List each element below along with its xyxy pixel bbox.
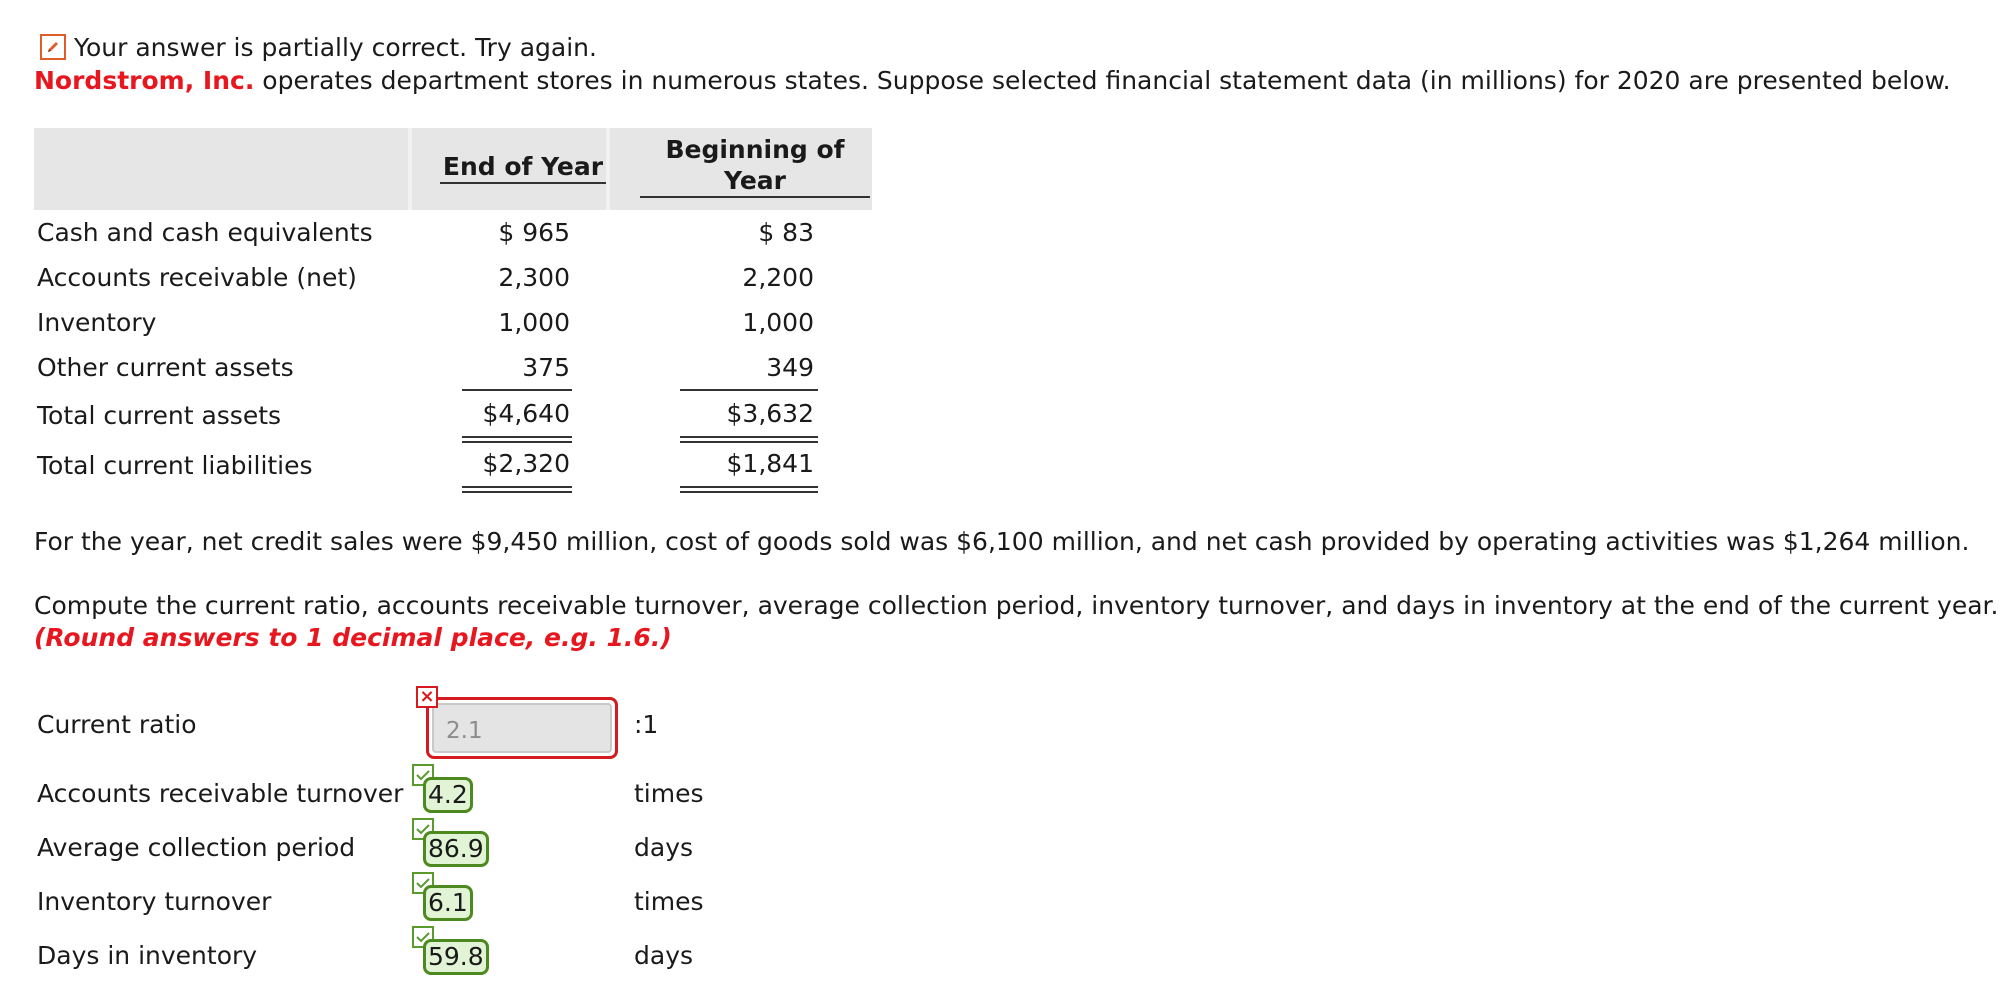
double-rule-2-end — [462, 441, 572, 443]
double-rule-3-end — [462, 486, 572, 488]
label-ar-turnover: Accounts receivable turnover — [37, 779, 404, 808]
rounding-note: (Round answers to 1 decimal place, e.g. 1.6.) — [34, 623, 672, 652]
label-average-collection: Average collection period — [37, 833, 356, 862]
double-rule-4-begin — [680, 491, 818, 493]
subtotal-rule-begin — [680, 389, 818, 391]
cell-other-end: 375 — [522, 353, 570, 382]
intro-body: operates department stores in numerous states. Suppose selected financial statement data (in millions) for 2020 are presented below. — [254, 66, 1951, 95]
row-label-inventory: Inventory — [37, 308, 157, 337]
double-rule-4-end — [462, 491, 572, 493]
cell-total-assets-begin: $3,632 — [726, 399, 814, 428]
cell-inventory-end: 1,000 — [498, 308, 570, 337]
row-label-total-assets: Total current assets — [37, 401, 282, 430]
unit-ar-turnover: times — [634, 779, 704, 808]
cell-total-liabilities-end: $2,320 — [482, 449, 570, 478]
status-message: Your answer is partially correct. Try again. — [74, 32, 597, 62]
subtotal-rule-end — [462, 389, 572, 391]
double-rule-1-end — [462, 436, 572, 438]
row-label-total-liabilities: Total current liabilities — [37, 451, 313, 480]
double-rule-2-begin — [680, 441, 818, 443]
unit-days-in-inventory: days — [634, 941, 694, 970]
pencil-icon — [40, 34, 66, 60]
header-beginning-of-year: Beginning of Year — [640, 134, 870, 198]
current-ratio-field-wrapper — [426, 697, 618, 759]
cell-ar-end: 2,300 — [498, 263, 570, 292]
instruction-paragraph: Compute the current ratio, accounts receivable turnover, average collection period, inventory turnover, and days in inventory at the end of the current year. — [34, 591, 1999, 620]
days-in-inventory-value[interactable]: 59.8 — [423, 939, 489, 975]
company-name: Nordstrom, Inc. — [34, 66, 255, 95]
cell-other-begin: 349 — [766, 353, 814, 382]
current-ratio-input[interactable] — [432, 703, 612, 753]
unit-inventory-turnover: times — [634, 887, 704, 916]
double-rule-1-begin — [680, 436, 818, 438]
label-days-in-inventory: Days in inventory — [37, 941, 258, 970]
cell-cash-end: $ 965 — [498, 218, 570, 247]
row-label-other: Other current assets — [37, 353, 294, 382]
intro-text — [34, 66, 1951, 95]
double-rule-3-begin — [680, 486, 818, 488]
unit-average-collection: days — [634, 833, 694, 862]
feedback-status — [40, 30, 597, 64]
label-inventory-turnover: Inventory turnover — [37, 887, 272, 916]
header-end-of-year: End of Year — [440, 151, 606, 184]
row-label-ar: Accounts receivable (net) — [37, 263, 357, 292]
inventory-turnover-value[interactable]: 6.1 — [423, 885, 473, 921]
x-icon: × — [416, 686, 438, 708]
sales-paragraph: For the year, net credit sales were $9,450 million, cost of goods sold was $6,100 million, and net cash provided by operating activities was $1,264 million. — [34, 527, 1970, 556]
cell-ar-begin: 2,200 — [742, 263, 814, 292]
cell-total-liabilities-begin: $1,841 — [726, 449, 814, 478]
cell-inventory-begin: 1,000 — [742, 308, 814, 337]
average-collection-value[interactable]: 86.9 — [423, 831, 489, 867]
unit-current-ratio: :1 — [634, 710, 659, 739]
cell-cash-begin: $ 83 — [758, 218, 814, 247]
label-current-ratio: Current ratio — [37, 710, 197, 739]
cell-total-assets-end: $4,640 — [482, 399, 570, 428]
row-label-cash: Cash and cash equivalents — [37, 218, 373, 247]
ar-turnover-value[interactable]: 4.2 — [423, 777, 473, 813]
